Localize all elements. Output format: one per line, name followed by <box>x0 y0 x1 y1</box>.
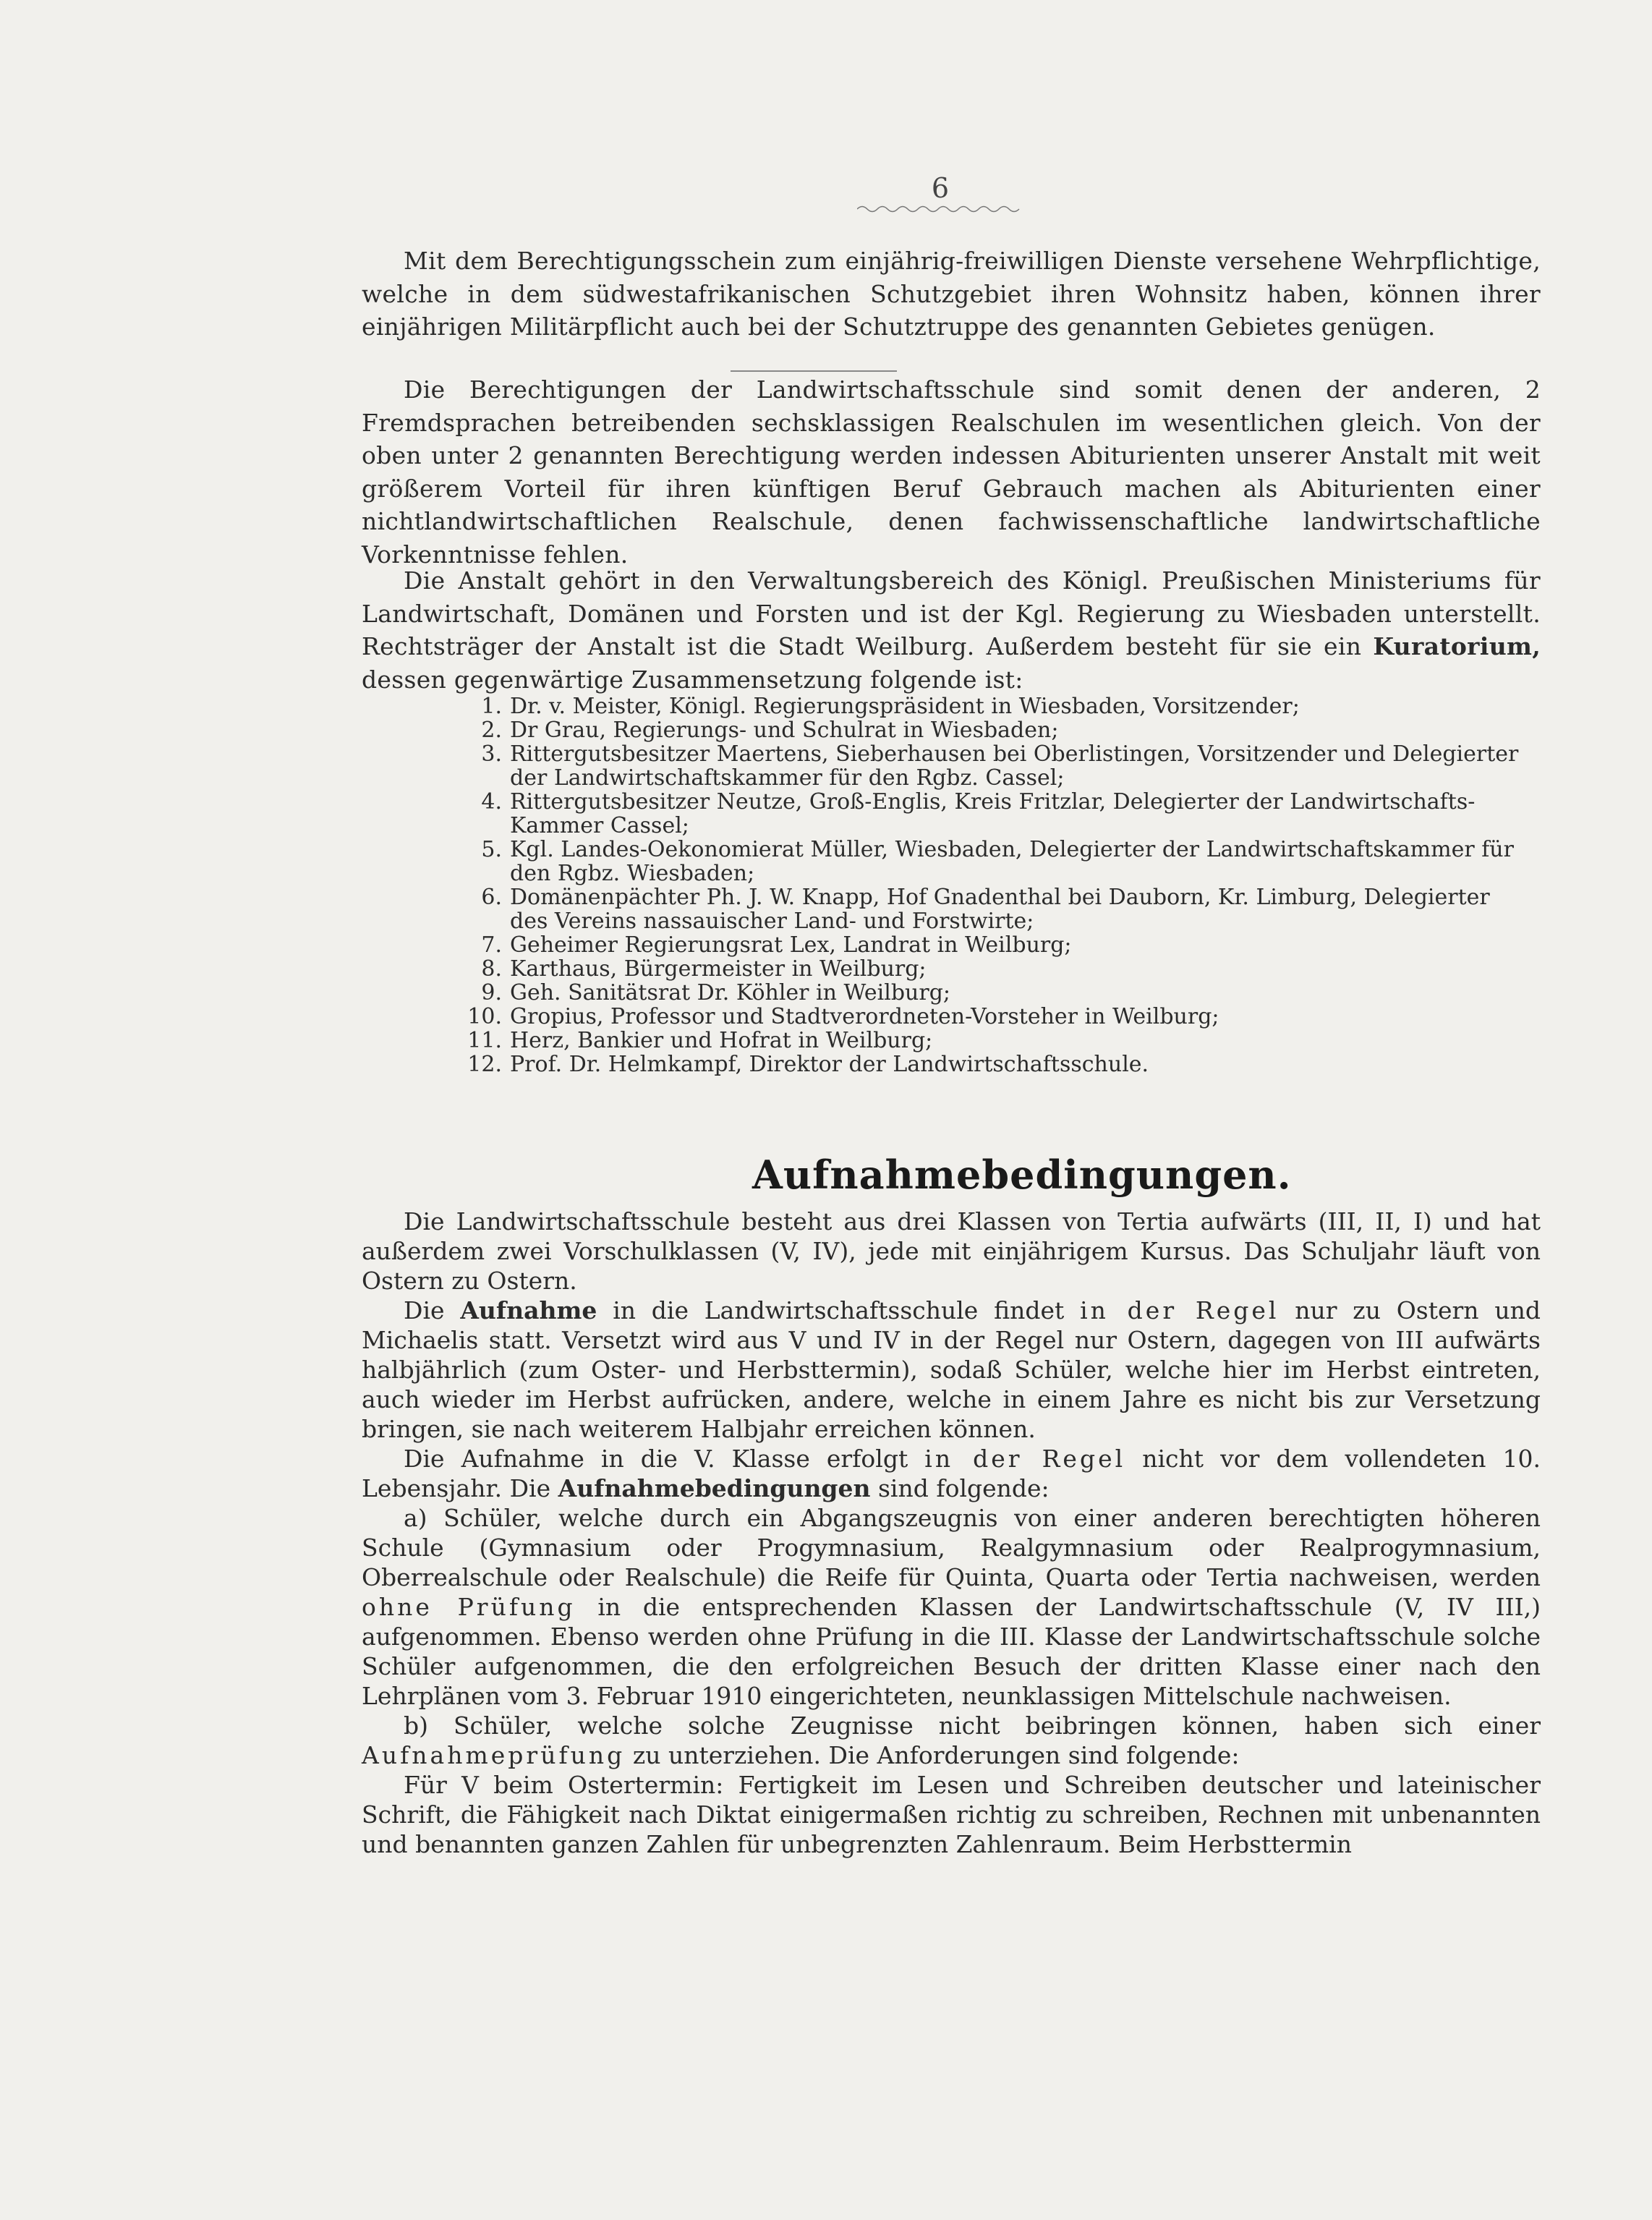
text-run: in die Landwirtschaftsschule findet <box>613 1296 1065 1324</box>
member-item <box>463 1052 1533 1076</box>
text-spaced: in der Regel <box>924 1445 1126 1473</box>
member-text: Gropius, Professor und Stadtverordneten-Vorsteher in Weilburg; <box>510 1004 1219 1029</box>
member-text: Domänenpächter Ph. J. W. Knapp, Hof Gnadenthal bei Dauborn, Kr. Limburg, Delegierter des Vereins nassauischer Land- und Forstwirte; <box>510 885 1490 934</box>
member-number: 2. <box>481 718 502 743</box>
member-item <box>463 694 1533 718</box>
member-item <box>463 718 1533 742</box>
member-number: 8. <box>481 956 502 982</box>
member-text: Herz, Bankier und Hofrat in Weilburg; <box>510 1028 933 1053</box>
member-text: Rittergutsbesitzer Maertens, Sieberhausen bei Oberlistingen, Vorsitzender und Delegierter der Landwirtschaftskammer für den Rgbz. Cassel; <box>510 741 1519 791</box>
member-number: 4. <box>481 789 502 815</box>
member-item <box>463 885 1533 933</box>
text-spaced: in der Regel <box>1080 1296 1280 1324</box>
text-run: nicht vor dem vollendeten 10. Lebensjahr. Die <box>362 1445 1541 1502</box>
text-run: in die entsprechenden Klassen der Landwirtschaftsschule (V, IV III,) aufgenommen. Ebenso werden ohne Prüfung in die III. Klasse der Landwirtschaftsschule solche Schüler aufgenommen, die den erfolgreichen Besuch der dritten Klasse einer nach den Lehrplänen vom 3. Februar 1910 eingerichteten, neunklassigen Mittelschule nachweisen. <box>362 1593 1541 1710</box>
paragraph-text: Die Berechtigungen der Landwirtschaftsschule sind somit denen der anderen, 2 Fremdsprachen betreibenden sechsklassigen Realschulen im wesentlichen gleich. Von der oben unter 2 genannten Berechtigung werden indessen Abiturienten unserer Anstalt mit weit größerem Vorteil für ihren künftigen Beruf Gebrauch machen als Abiturienten einer nichtlandwirtschaftlichen Realschule, denen fachwissenschaftliche landwirtschaftliche Vorkenntnisse fehlen. <box>362 375 1541 569</box>
paragraph-military <box>362 244 1541 344</box>
text-run: sind folgende: <box>878 1474 1049 1502</box>
text-run: nur zu Ostern und Michaelis statt. Versetzt wird aus V und IV in der Regel nur Ostern, dagegen von III aufwärts halbjährlich (zum Oster- und Herbsttermin), sodaß Schüler, welche hier im Herbst eintreten, auch wieder im Herbst aufrücken, andere, welche in einem Jahre es nicht bis zur Versetzung bringen, sie nach weiterem Halbjahr erreichen können. <box>362 1296 1541 1443</box>
member-item <box>463 981 1533 1005</box>
section-heading: Aufnahmebedingungen. <box>752 1152 1292 1198</box>
paragraph-requirements-v: Für V beim Ostertermin: Fertigkeit im Lesen und Schreiben deutscher und lateinischer Schrift, die Fähigkeit nach Diktat einigermaßen richtig zu schreiben, Rechnen mit unbenannten und benannten ganzen Zahlen für unbegrenzten Zahlenraum. Beim Herbsttermin <box>362 1771 1541 1858</box>
member-number: 11. <box>467 1028 502 1053</box>
member-item <box>463 838 1533 885</box>
paragraph-condition-b <box>362 1711 1541 1770</box>
text-run: b) Schüler, welche solche Zeugnisse nicht beibringen können, haben sich einer <box>404 1711 1541 1740</box>
member-item <box>463 957 1533 981</box>
text-run: a) Schüler, welche durch ein Abgangszeugnis von einer anderen berechtigten höheren Schule (Gymnasium oder Progymnasium, Realgymnasium oder Realprogymnasium, Oberrealschule oder Realschule) die Reife für Quinta, Quarta oder Tertia nachweisen, werden <box>362 1504 1541 1591</box>
member-item <box>463 1005 1533 1029</box>
text-run: Die <box>404 1296 445 1324</box>
text-spaced: ohne Prüfung <box>362 1593 576 1621</box>
member-text: Geh. Sanitätsrat Dr. Köhler in Weilburg; <box>510 980 951 1005</box>
paragraph-admission-dates <box>362 1296 1541 1444</box>
paragraph-classes: Die Landwirtschaftsschule besteht aus drei Klassen von Tertia aufwärts (III, II, I) und hat außerdem zwei Vorschulklassen (V, IV), jede mit einjährigem Kursus. Das Schuljahr läuft von Ostern zu Ostern. <box>362 1207 1541 1295</box>
ornament-line <box>857 204 1023 214</box>
member-text: Dr Grau, Regierungs- und Schulrat in Wiesbaden; <box>510 718 1059 743</box>
member-text: Prof. Dr. Helmkampf, Direktor der Landwirtschaftsschule. <box>510 1052 1149 1077</box>
member-text: Dr. v. Meister, Königl. Regierungspräsident in Wiesbaden, Vorsitzender; <box>510 694 1300 719</box>
member-number: 12. <box>467 1052 502 1077</box>
member-text: Rittergutsbesitzer Neutze, Groß-Englis, Kreis Fritzlar, Delegierter der Landwirtschafts-Kammer Cassel; <box>510 789 1476 838</box>
kuratorium-member-list <box>463 694 1533 1076</box>
paragraph-text <box>362 564 1541 696</box>
text-spaced: Aufnahmeprüfung <box>362 1741 626 1769</box>
member-number: 10. <box>467 1004 502 1029</box>
member-item <box>463 1029 1533 1052</box>
page-number: 6 <box>931 172 950 204</box>
section-admission <box>362 1207 1541 1859</box>
admin-tail: dessen gegenwärtige Zusammensetzung folgende ist: <box>362 665 1023 694</box>
paragraph-condition-a <box>362 1503 1541 1711</box>
member-item <box>463 742 1533 790</box>
member-number: 6. <box>481 885 502 910</box>
paragraph-age <box>362 1444 1541 1503</box>
member-item <box>463 933 1533 957</box>
text-run: Die Aufnahme in die V. Klasse erfolgt <box>404 1445 908 1473</box>
member-text: Kgl. Landes-Oekonomierat Müller, Wiesbaden, Delegierter der Landwirtschaftskammer für den Rgbz. Wiesbaden; <box>510 837 1514 886</box>
member-number: 1. <box>481 694 502 719</box>
member-number: 5. <box>481 837 502 862</box>
member-number: 3. <box>481 741 502 767</box>
text-bold: Aufnahmebedingungen <box>558 1474 871 1502</box>
divider <box>731 370 897 372</box>
member-item <box>463 790 1533 838</box>
member-number: 9. <box>481 980 502 1005</box>
text-run: zu unterziehen. Die Anforderungen sind folgende: <box>632 1741 1240 1769</box>
admin-text: Die Anstalt gehört in den Verwaltungsbereich des Königl. Preußischen Ministeriums für Landwirtschaft, Domänen und Forsten und ist der Kgl. Regierung zu Wiesbaden unterstellt. Rechtsträger der Anstalt ist die Stadt Weilburg. Außerdem besteht für sie ein <box>362 566 1541 660</box>
member-text: Geheimer Regierungsrat Lex, Landrat in Weilburg; <box>510 932 1072 958</box>
member-number: 7. <box>481 932 502 958</box>
text-bold: Aufnahme <box>460 1296 597 1324</box>
paragraph-rights <box>362 373 1541 571</box>
paragraph-administration <box>362 564 1541 696</box>
member-text: Karthaus, Bürgermeister in Weilburg; <box>510 956 927 982</box>
paragraph-text: Mit dem Berechtigungsschein zum einjährig-freiwilligen Dienste versehene Wehrpflichtige, welche in dem südwestafrikanischen Schutzgebiet ihren Wohnsitz haben, können ihrer einjährigen Militärpflicht auch bei der Schutztruppe des genannten Gebietes genügen. <box>362 247 1541 341</box>
kuratorium-label: Kuratorium, <box>1373 632 1541 660</box>
